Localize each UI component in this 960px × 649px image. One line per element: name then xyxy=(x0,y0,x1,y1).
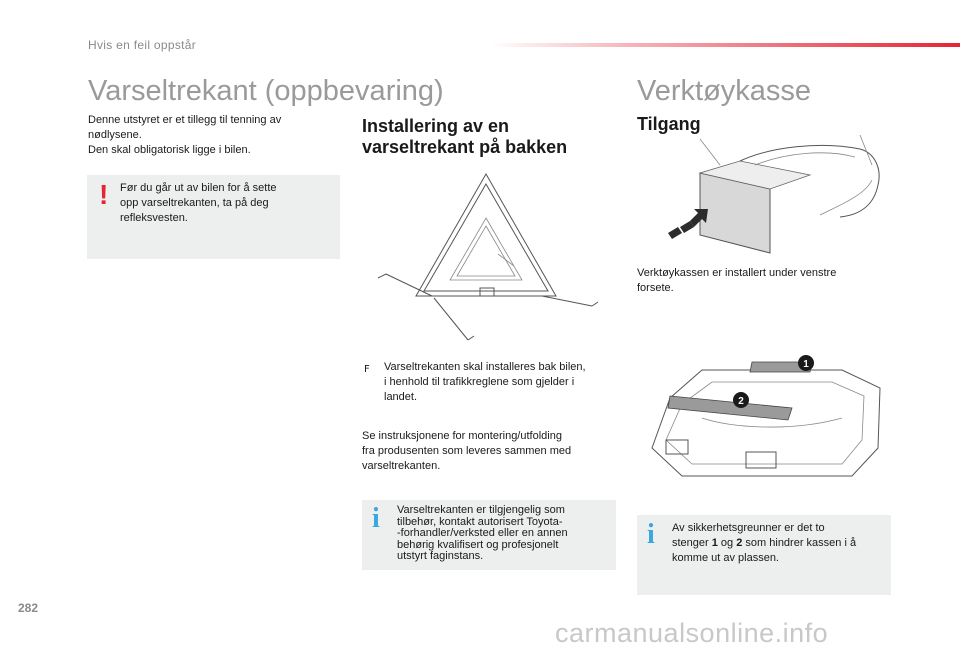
info-text: stenger xyxy=(672,537,712,549)
bullet-line: landet. xyxy=(384,391,418,403)
header-accent-bar xyxy=(490,43,960,47)
info-bold-2: 2 xyxy=(736,537,743,549)
right-subtitle: Tilgang xyxy=(637,114,701,134)
middle-paragraph xyxy=(362,429,612,474)
info-icon: i xyxy=(647,519,655,550)
left-title: Varseltrekant (oppbevaring) xyxy=(88,75,444,107)
paragraph-line: fra produsenten som leveres sammen med xyxy=(362,445,572,457)
info-bold-1: 1 xyxy=(711,537,718,549)
bullet-line: Varseltrekanten skal installeres bak bilen, xyxy=(384,361,586,373)
page-number: 282 xyxy=(18,601,39,615)
section-header: Hvis en feil oppstår xyxy=(88,38,197,52)
toolbox-bars-illustration xyxy=(642,348,892,498)
info-line xyxy=(672,536,887,551)
marker-1: 1 xyxy=(803,359,809,370)
warning-line: refleksvesten. xyxy=(120,212,188,224)
right-title: Verktøykasse xyxy=(637,75,812,107)
info-line: Av sikkerhetsgreunner er det to xyxy=(672,522,825,534)
subtitle-line: Installering av en xyxy=(362,116,510,136)
info-line: tilbehør, kontakt autorisert Toyota- xyxy=(397,515,563,528)
bullet-line: i henhold til trafikkreglene som gjelder i xyxy=(384,376,575,388)
warning-line: Før du går ut av bilen for å sette xyxy=(120,182,277,194)
paragraph-line: Se instruksjonene for montering/utfolding xyxy=(362,430,562,442)
right-info-box xyxy=(637,515,891,595)
right-info-text xyxy=(672,521,887,566)
info-line: komme ut av plassen. xyxy=(672,552,779,564)
watermark: carmanualsonline.info xyxy=(555,618,829,648)
toolbox-caption xyxy=(637,266,887,296)
left-intro xyxy=(88,113,338,158)
marker-2: 2 xyxy=(738,396,744,407)
info-line: behørig kvalifisert og profesjonelt xyxy=(397,538,559,551)
info-icon: i xyxy=(372,503,380,534)
toolbox-location-illustration xyxy=(660,135,890,255)
caption-line: Verktøykassen er installert under venstre xyxy=(637,267,837,279)
intro-line: nødlysene. xyxy=(88,129,142,141)
warning-triangle-illustration xyxy=(372,170,600,348)
warning-text xyxy=(120,181,330,226)
middle-info-box xyxy=(362,500,616,570)
caption-line: forsete. xyxy=(637,282,674,294)
warning-line: opp varseltrekanten, ta på deg xyxy=(120,197,269,209)
intro-line: Denne utstyret er et tillegg til tenning av xyxy=(88,114,282,126)
info-line: utstyrt faginstans. xyxy=(397,550,484,562)
info-line: -forhandler/verksted eller en annen xyxy=(397,527,568,539)
info-line: Varseltrekanten er tilgjengelig som xyxy=(397,504,565,516)
middle-info-text xyxy=(397,505,612,563)
middle-subtitle xyxy=(362,116,567,158)
info-text: og xyxy=(717,537,737,549)
info-text: som hindrer kassen i å xyxy=(742,537,857,549)
paragraph-line: varseltrekanten. xyxy=(362,460,441,472)
warning-box xyxy=(87,175,340,259)
warning-icon: ! xyxy=(99,179,109,210)
intro-line: Den skal obligatorisk ligge i bilen. xyxy=(88,144,251,156)
middle-bullet-text xyxy=(384,360,614,405)
bullet-marker: F xyxy=(364,364,370,375)
subtitle-line: varseltrekant på bakken xyxy=(362,137,568,157)
